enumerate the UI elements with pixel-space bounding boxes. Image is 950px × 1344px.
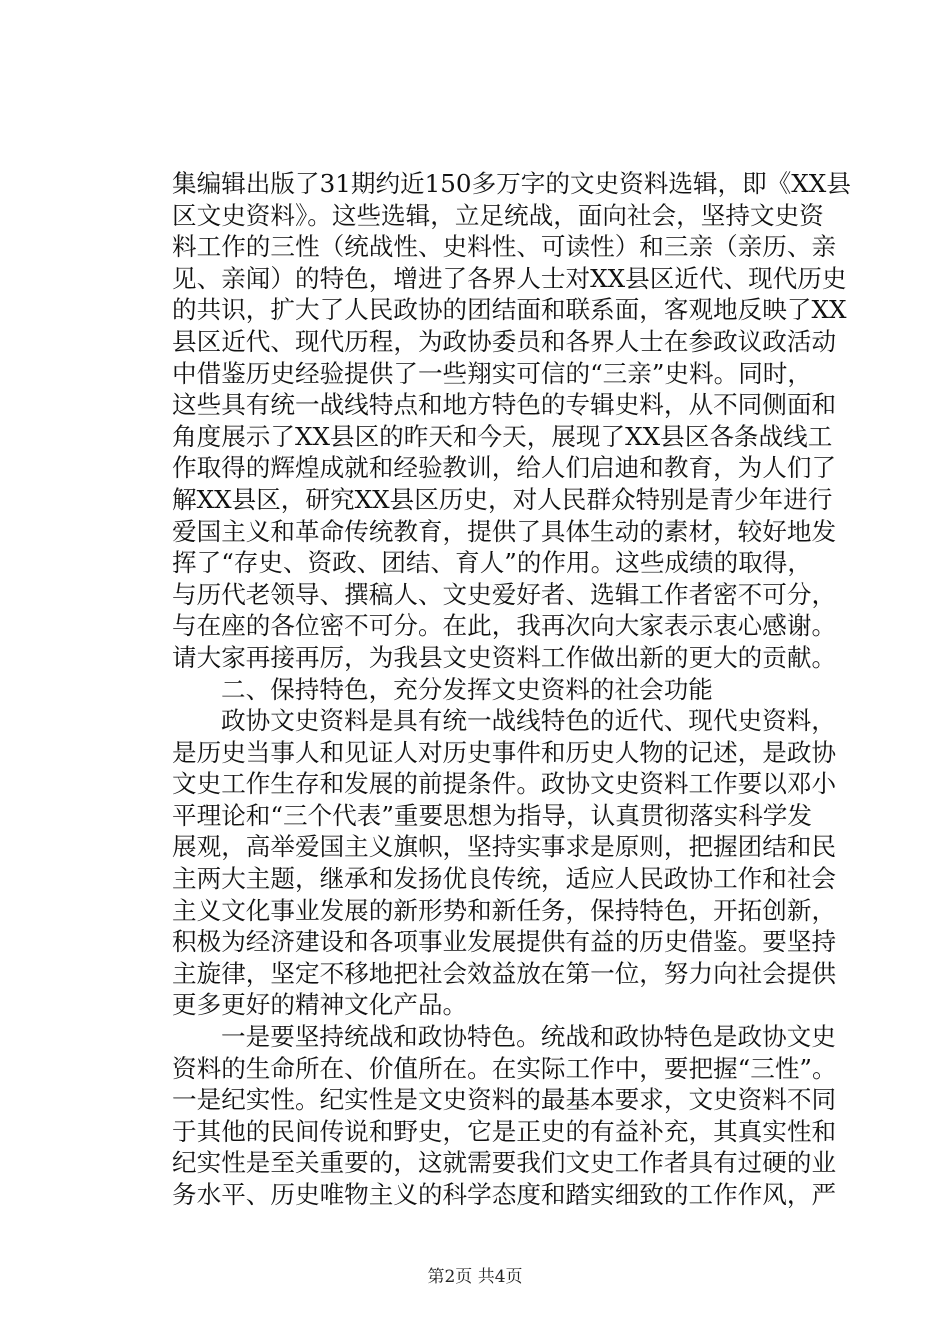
text-line: 主旋律，坚定不移地把社会效益放在第一位，努力向社会提供 bbox=[172, 958, 837, 988]
text-line: 角度展示了XX县区的昨天和今天，展现了XX县区各条战线工 bbox=[172, 421, 833, 451]
text-line: 县区近代、现代历程，为政协委员和各界人士在参政议政活动 bbox=[172, 326, 837, 356]
text-line: 见、亲闻）的特色，增进了各界人士对XX县区近代、现代历史 bbox=[172, 263, 847, 293]
paragraph-start-line: 一是要坚持统战和政协特色。统战和政协特色是政协文史 bbox=[221, 1022, 836, 1052]
text-line: 积极为经济建设和各项事业发展提供有益的历史借鉴。要坚持 bbox=[172, 927, 837, 957]
text-line: 集编辑出版了31期约近150多万字的文史资料选辑，即《XX县 bbox=[172, 169, 851, 198]
page-footer: 第2页 共4页 bbox=[427, 1267, 523, 1287]
text-line: 更多更好的精神文化产品。 bbox=[172, 990, 468, 1020]
text-line: 解XX县区，研究XX县区历史，对人民群众特别是青少年进行 bbox=[172, 484, 833, 514]
paragraph-start-line: 政协文史资料是具有统一战线特色的近代、现代史资料， bbox=[221, 706, 836, 736]
text-line: 作取得的辉煌成就和经验教训，给人们启迪和教育，为人们了 bbox=[172, 453, 837, 483]
text-line: 挥了“存史、资政、团结、育人”的作用。这些成绩的取得， bbox=[172, 548, 812, 578]
text-line: 与在座的各位密不可分。在此，我再次向大家表示衷心感谢。 bbox=[172, 611, 837, 641]
text-line: 平理论和“三个代表”重要思想为指导，认真贯彻落实科学发 bbox=[172, 800, 812, 830]
text-line: 展观，高举爱国主义旗帜，坚持实事求是原则，把握团结和民 bbox=[172, 832, 837, 862]
text-line: 的共识，扩大了人民政协的团结面和联系面，客观地反映了XX bbox=[172, 295, 847, 325]
text-line: 这些具有统一战线特点和地方特色的专辑史料，从不同侧面和 bbox=[172, 390, 837, 420]
paragraph-start-line: 二、保持特色，充分发挥文史资料的社会功能 bbox=[221, 674, 713, 704]
text-line: 爱国主义和革命传统教育，提供了具体生动的素材，较好地发 bbox=[172, 516, 837, 546]
text-line: 与历代老领导、撰稿人、文史爱好者、选辑工作者密不可分， bbox=[172, 579, 837, 609]
text-line: 一是纪实性。纪实性是文史资料的最基本要求，文史资料不同 bbox=[172, 1085, 837, 1115]
text-line: 中借鉴历史经验提供了一些翔实可信的“三亲”史料。同时， bbox=[172, 358, 812, 388]
text-line: 纪实性是至关重要的，这就需要我们文史工作者具有过硬的业 bbox=[172, 1148, 837, 1178]
body-text bbox=[172, 168, 852, 1211]
text-line: 文史工作生存和发展的前提条件。政协文史资料工作要以邓小 bbox=[172, 769, 837, 799]
text-line: 料工作的三性（统战性、史料性、可读性）和三亲（亲历、亲 bbox=[172, 232, 837, 262]
text-line: 是历史当事人和见证人对历史事件和历史人物的记述，是政协 bbox=[172, 737, 837, 767]
text-line: 资料的生命所在、价值所在。在实际工作中，要把握“三性”。 bbox=[172, 1053, 837, 1083]
text-line: 于其他的民间传说和野史，它是正史的有益补充，其真实性和 bbox=[172, 1116, 837, 1146]
text-line: 主义文化事业发展的新形势和新任务，保持特色，开拓创新， bbox=[172, 895, 837, 925]
text-line: 主两大主题，继承和发扬优良传统，适应人民政协工作和社会 bbox=[172, 864, 837, 894]
text-line: 请大家再接再厉，为我县文史资料工作做出新的更大的贡献。 bbox=[172, 642, 837, 672]
text-line: 区文史资料》。这些选辑，立足统战，面向社会，坚持文史资 bbox=[172, 200, 824, 230]
text-line: 务水平、历史唯物主义的科学态度和踏实细致的工作作风，严 bbox=[172, 1180, 837, 1209]
